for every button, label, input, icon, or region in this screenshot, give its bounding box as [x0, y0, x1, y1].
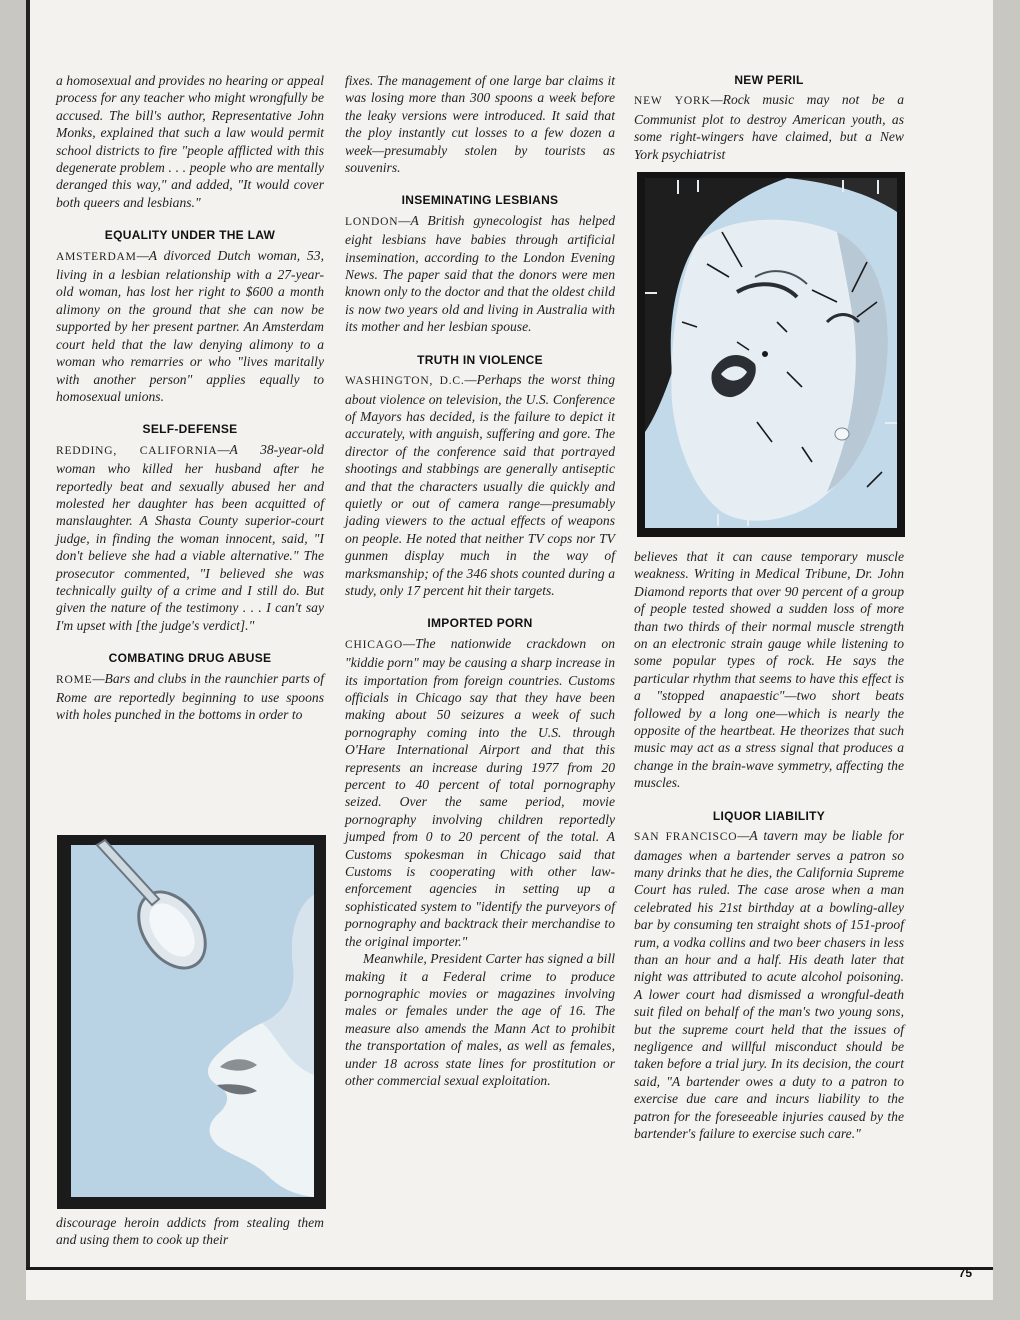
headline-inseminating: INSEMINATING LESBIANS — [401, 193, 559, 208]
bottom-rule — [26, 1267, 993, 1270]
column-3 — [634, 72, 904, 163]
column-1 — [56, 72, 324, 724]
dateline: CHICAGO — [345, 638, 403, 651]
headline-liquor-liability: LIQUOR LIABILITY — [712, 808, 826, 823]
article-equality: AMSTERDAM—A divorced Dutch woman, 53, living in a lesbian relationship with a 27-year-old woman, has lost her right to $600 a month alimony on the ground that she can now be supported by her present partner. An Amsterdam court held that the law denying alimony to a woman who remarries or who "lives maritally with another person" applies equally to homosexual unions. — [56, 247, 324, 404]
headline-self-defense: SELF-DEFENSE — [142, 422, 238, 437]
dateline: NEW YORK — [634, 95, 711, 108]
headline-imported-porn: IMPORTED PORN — [427, 616, 533, 631]
article-drug-abuse-cont: discourage heroin addicts from stealing them and using them to cook up their — [56, 1215, 324, 1248]
column-3-continued — [634, 548, 904, 1142]
spoon-illustration — [57, 835, 326, 1209]
dateline: REDDING, CALIFORNIA — [56, 444, 218, 457]
headline-drug-abuse: COMBATING DRUG ABUSE — [108, 651, 272, 666]
dateline: ROME — [56, 673, 93, 686]
article-new-peril: NEW YORK—Rock music may not be a Communist plot to destroy American youth, as some right-wingers have claimed, but a New York psychiatrist — [634, 92, 904, 162]
headline-equality: EQUALITY UNDER THE LAW — [104, 228, 276, 243]
left-edge-rule — [26, 0, 30, 1270]
article-imported-porn-2: Meanwhile, President Carter has signed a bill making it a Federal crime to produce pornographic movies or magazines involving males or females under the age of 16. The measure also amends the Mann Act to prohibit the transportation of males, as well as females, under 18 across state lines for prostitution or other commercial sexual exploitation. — [345, 951, 615, 1088]
article-new-peril-cont: believes that it can cause temporary muscle weakness. Writing in Medical Tribune, Dr. John Diamond reports that over 90 percent of a group of people tested showed a sudden loss of more than two thirds of their normal muscle strength on an electronic strain gauge while listening to some popular types of rock. He says the particular rhythm that seems to have this effect is a "stopped anapaestic"—two short beats followed by a long one—which is nearly the opposite of the heartbeat. He theorizes that such music may act as a stress signal that produces a change in the brain-wave symmetry, affecting the muscles. — [634, 549, 904, 791]
headline-truth-in-violence: TRUTH IN VIOLENCE — [417, 352, 543, 367]
article-truth-in-violence: WASHINGTON, D.C.—Perhaps the worst thing about violence on television, the U.S. Conference of Mayors has decided, is the failure to depict it accurately, with anguish, suffering and gore. The director of the conference said that portrayed shootings and stabbings are generally antiseptic and that the characters usually die quickly and quietly or out of camera range—presumably jading viewers to the actual effects of weapons on people. He noted that neither TV cops nor TV gunmen display much in the way of marksmanship; of the 346 shots counted during a study, only 17 percent hit their targets. — [345, 372, 615, 598]
article-drug-abuse: ROME—Bars and clubs in the raunchier parts of Rome are reportedly beginning to use spoons with holes punched in the bottoms in order to — [56, 670, 324, 723]
page-number: 75 — [958, 1266, 972, 1280]
dateline: LONDON — [345, 215, 399, 228]
dateline: SAN FRANCISCO — [634, 831, 738, 844]
dateline: AMSTERDAM — [56, 250, 137, 263]
woman-face-illustration — [637, 172, 905, 537]
column-1-continued — [56, 1214, 324, 1249]
headline-new-peril: NEW PERIL — [734, 73, 804, 87]
dateline: WASHINGTON, D.C. — [345, 375, 465, 388]
continued-paragraph: a homosexual and provides no hearing or appeal process for any teacher who might wrongfully be accused. The bill's author, Representative John Monks, explained that such a law would permit school districts to fire "people afflicted with this degenerate problem . . . people who are mentally deranged this way," and added, "It would cover both queers and lesbians." — [56, 73, 324, 210]
article-inseminating: LONDON—A British gynecologist has helped eight lesbians have babies through artificial insemination, according to the London Evening News. The paper said that the donors were men known only to the doctor and that the oldest child is now two years old and living in Australia with its mother and her lesbian spouse. — [345, 212, 615, 335]
face-with-needles-image — [637, 172, 905, 537]
spoon-lips-image — [57, 835, 326, 1209]
continued-paragraph: fixes. The management of one large bar claims it was losing more than 300 spoons a week before the leaky versions were introduced. It said that the ploy instantly cut losses to a few dozen a week—presumably stolen by tourists as souvenirs. — [345, 73, 615, 176]
article-liquor-liability: SAN FRANCISCO—A tavern may be liable for damages when a bartender serves a patron so many drinks that he dies, the California Supreme Court has ruled. The case arose when a man celebrated his 21st birthday at a bowling-alley bar by consuming ten straight shots of 151-proof rum, a vodka collins and two beer chasers in less than an hour and a half. His death later that night was attributed to acute alcohol poisoning. A lower court had dismissed a wrongful-death suit filed on behalf of the man's two young sons, but the supreme court held that the issues of negligence and willful misconduct should be taken before a trial jury. In its decision, the court said, "A bartender owes a duty to a patron to exercise due care and incurs liability to the patron for the foreseeable injuries caused by the bartender's failure to exercise such care." — [634, 828, 904, 1141]
column-2 — [345, 72, 615, 1089]
article-self-defense: REDDING, CALIFORNIA—A 38-year-old woman who killed her husband after he reportedly beat and sexually abused her and molested her daughter has been acquitted of manslaughter. A Shasta County superior-court judge, in finding the woman innocent, said, "I don't believe she had a viable alternative." The prosecutor commented, "I believed she was technically guilty of a crime and I still do. But given the nature of the testimony . . . I can't say I'm upset with [the judge's verdict]." — [56, 441, 324, 633]
article-imported-porn: CHICAGO—The nationwide crackdown on "kiddie porn" may be causing a sharp increase in its importation from foreign countries. Customs officials in Chicago say that they have been making about 50 seizures a week of such pornography coming into the U.S. through O'Hare International Airport and that this represents an increase during 1977 from 20 percent to 40 percent of total pornography seized. Over the same period, movie pornography involving children reportedly jumped from 0 to 20 percent of the total. A Customs spokesman in Chicago said that Customs is cooperating with other law-enforcement agencies in setting up a sophisticated system to "identify the purveyors of pornography and backtrack their merchandise to the original importer." — [345, 635, 615, 949]
